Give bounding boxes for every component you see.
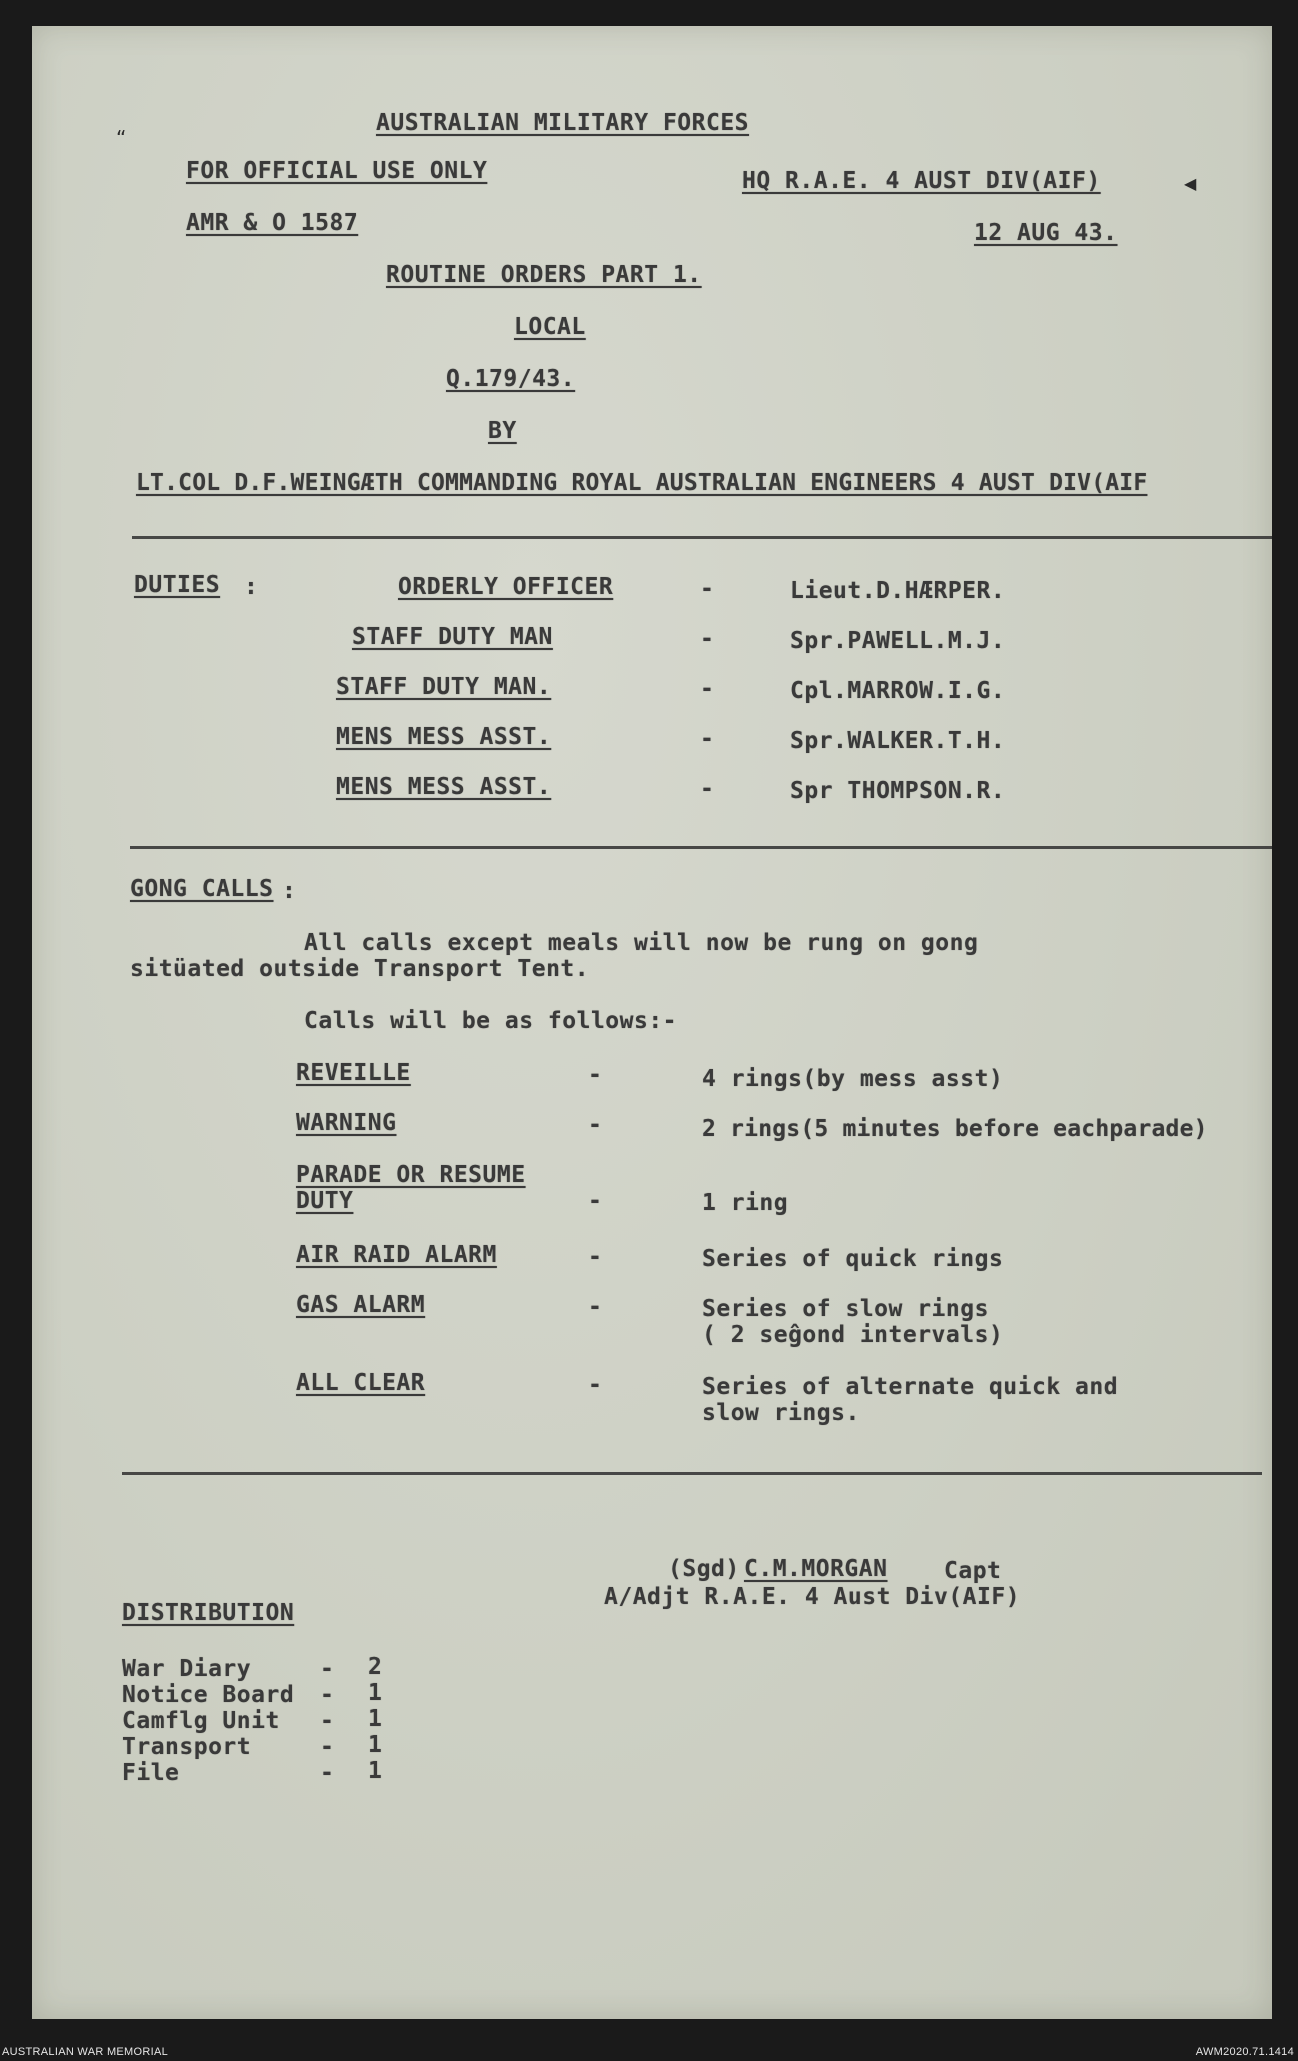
distribution-dash: - [320, 1734, 335, 1760]
local-label: LOCAL [514, 314, 586, 340]
orders-title: ROUTINE ORDERS PART 1. [386, 262, 702, 288]
call-dash: - [588, 1112, 603, 1138]
amr-reference: AMR & O 1587 [186, 210, 359, 236]
call-name: AIR RAID ALARM [296, 1242, 497, 1268]
distribution-item: Notice Board [122, 1682, 295, 1708]
duty-role: STAFF DUTY MAN. [336, 674, 552, 700]
duty-dash: - [700, 676, 715, 702]
call-name-continued: DUTY [296, 1188, 354, 1214]
call-dash: - [588, 1294, 603, 1320]
classification-label: FOR OFFICIAL USE ONLY [186, 158, 488, 184]
call-dash: - [588, 1372, 603, 1398]
divider-line [130, 846, 1272, 849]
call-name: REVEILLE [296, 1060, 411, 1086]
duties-heading: DUTIES [134, 572, 221, 598]
punch-mark: “ [116, 126, 127, 150]
archive-reference: AWM2020.71.1414 [1195, 2046, 1294, 2058]
call-description: 2 rings(5 minutes before eachparade) [702, 1116, 1208, 1142]
signatory-title: A/Adjt R.A.E. 4 Aust Div(AIF) [604, 1584, 1021, 1610]
duty-name: Spr THOMPSON.R. [790, 778, 1006, 804]
call-description: Series of alternate quick and [702, 1374, 1119, 1400]
call-description: 1 ring [702, 1190, 789, 1216]
duty-role: MENS MESS ASST. [336, 774, 552, 800]
distribution-qty: 1 [368, 1732, 383, 1758]
gong-calls-colon: : [282, 878, 297, 904]
duty-role: STAFF DUTY MAN [352, 624, 553, 650]
signatory-rank: Capt [944, 1558, 1002, 1584]
duty-dash: - [700, 576, 715, 602]
distribution-qty: 1 [368, 1680, 383, 1706]
distribution-dash: - [320, 1656, 335, 1682]
distribution-qty: 1 [368, 1758, 383, 1784]
call-name: GAS ALARM [296, 1292, 426, 1318]
distribution-heading: DISTRIBUTION [122, 1600, 295, 1626]
duty-role: ORDERLY OFFICER [398, 574, 614, 600]
distribution-item: File [122, 1760, 180, 1786]
distribution-item: Transport [122, 1734, 252, 1760]
divider-line [132, 536, 1272, 539]
duties-colon: : [244, 574, 259, 600]
call-description: 4 rings(by mess asst) [702, 1066, 1004, 1092]
call-name: WARNING [296, 1110, 397, 1136]
duty-name: Cpl.MARROW.I.G. [790, 678, 1006, 704]
duty-name: Spr.WALKER.T.H. [790, 728, 1006, 754]
call-description: Series of slow rings [702, 1296, 989, 1322]
call-description: Series of quick rings [702, 1246, 1004, 1272]
distribution-qty: 2 [368, 1654, 383, 1680]
call-name: PARADE OR RESUME [296, 1162, 526, 1188]
duty-name: Lieut.D.HÆRPER. [790, 578, 1006, 604]
ink-mark: ◀ [1184, 174, 1197, 193]
distribution-item: Camflg Unit [122, 1708, 280, 1734]
distribution-dash: - [320, 1682, 335, 1708]
hq-label: HQ R.A.E. 4 AUST DIV(AIF) [742, 168, 1101, 194]
order-reference: Q.179/43. [446, 366, 576, 392]
archive-credit: AUSTRALIAN WAR MEMORIAL [2, 2046, 169, 2058]
duty-name: Spr.PAWELL.M.J. [790, 628, 1006, 654]
divider-line [122, 1472, 1262, 1475]
duty-dash: - [700, 726, 715, 752]
gong-paragraph-line: All calls except meals will now be rung on gong [304, 930, 979, 956]
signed-label: (Sgd) [668, 1556, 740, 1582]
distribution-item: War Diary [122, 1656, 252, 1682]
call-dash: - [588, 1062, 603, 1088]
distribution-dash: - [320, 1760, 335, 1786]
calls-intro: Calls will be as follows:- [304, 1008, 678, 1034]
distribution-qty: 1 [368, 1706, 383, 1732]
call-dash: - [588, 1188, 603, 1214]
call-dash: - [588, 1244, 603, 1270]
gong-paragraph-line: sitüated outside Transport Tent. [130, 956, 590, 982]
call-name: ALL CLEAR [296, 1370, 426, 1396]
duty-dash: - [700, 776, 715, 802]
commander-line: LT.COL D.F.WEINGÆTH COMMANDING ROYAL AUSTRALIAN ENGINEERS 4 AUST DIV(AIF [136, 470, 1148, 496]
document-title: AUSTRALIAN MILITARY FORCES [376, 110, 750, 136]
distribution-dash: - [320, 1708, 335, 1734]
signatory-name: C.M.MORGAN [744, 1556, 888, 1582]
duty-role: MENS MESS ASST. [336, 724, 552, 750]
call-description-continued: slow rings. [702, 1400, 860, 1426]
document-date: 12 AUG 43. [974, 220, 1118, 246]
call-description-continued: ( 2 seĝond intervals) [702, 1322, 1004, 1348]
by-label: BY [488, 418, 517, 444]
duty-dash: - [700, 626, 715, 652]
gong-calls-heading: GONG CALLS [130, 876, 274, 902]
document-page [32, 26, 1272, 2019]
